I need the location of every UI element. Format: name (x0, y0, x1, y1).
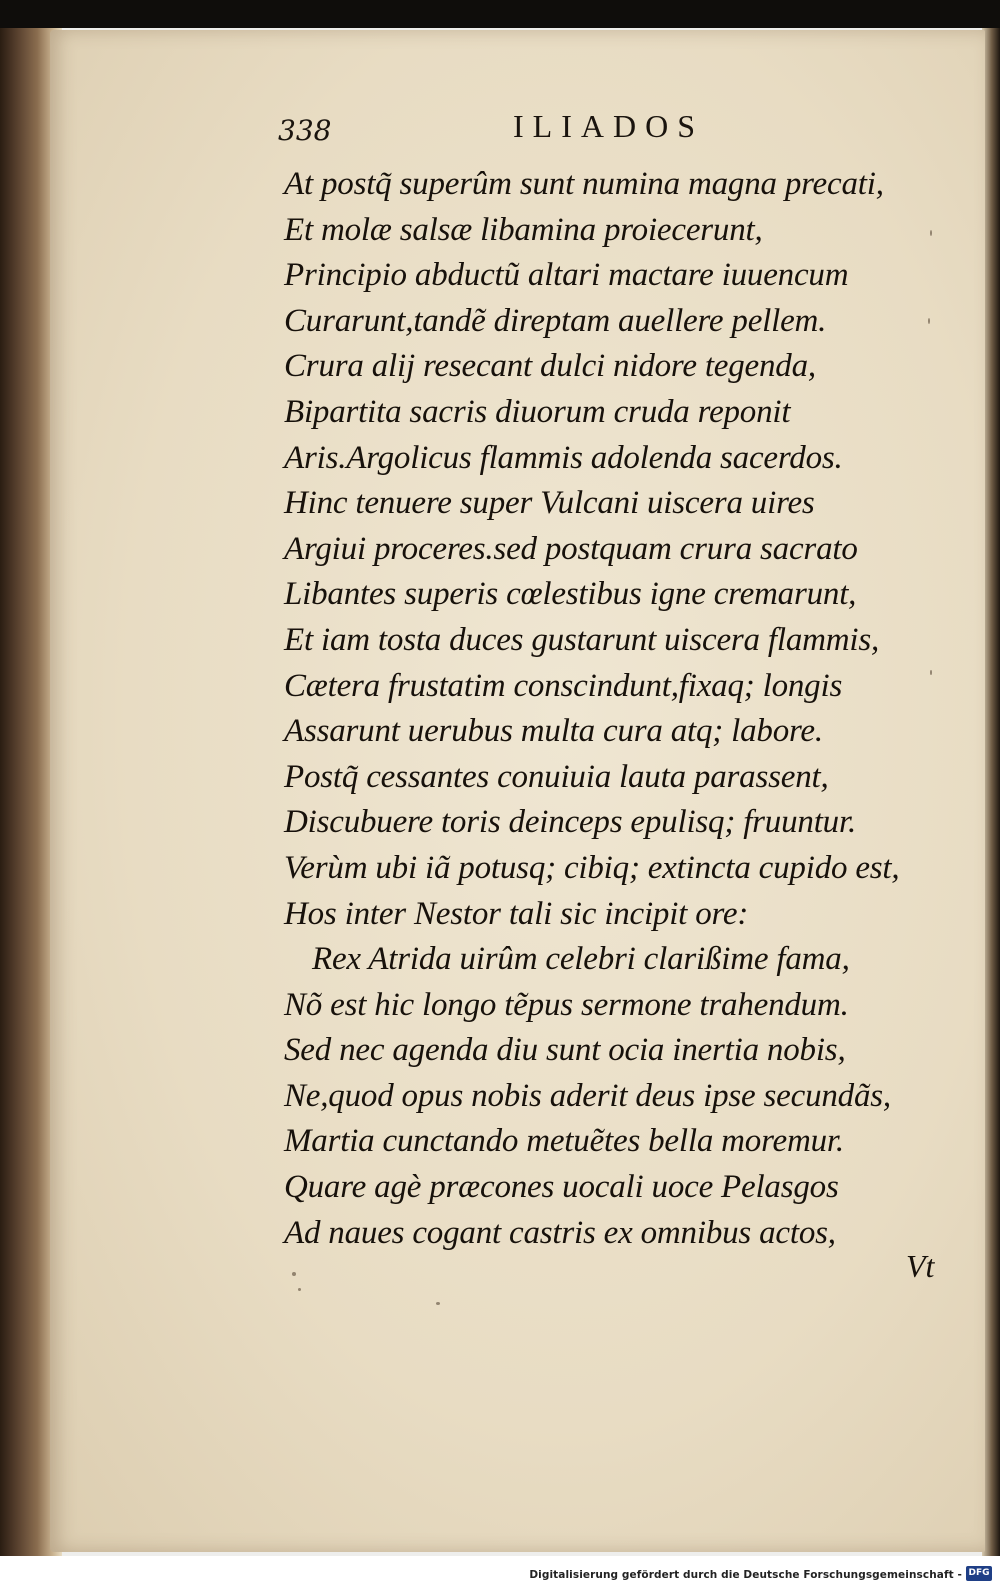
verse-line: Aris.Argolicus flammis adolenda sacerdos. (284, 439, 843, 476)
verse-line: Crura alij resecant dulci nidore tegenda, (284, 348, 816, 385)
ink-speck (930, 230, 932, 236)
ink-speck (292, 1272, 296, 1276)
verse-line: Ne,quod opus nobis aderit deus ipse secundãs, (284, 1077, 891, 1114)
verse-text-block (284, 162, 964, 1256)
scan-top-border (0, 0, 1000, 28)
page-number: 338 (278, 114, 332, 147)
verse-line: Assarunt uerubus multa cura atq; labore. (284, 713, 823, 750)
verse-line: Postq̃ cessantes conuiuia lauta parassent, (284, 758, 829, 795)
verse-line: Libantes superis cœlestibus igne cremarunt, (284, 576, 857, 613)
ink-speck (928, 318, 930, 324)
verse-line: Martia cunctando metuẽtes bella moremur. (284, 1123, 844, 1160)
verse-line: Hos inter Nestor tali sic incipit ore: (284, 895, 749, 932)
ink-speck (298, 1288, 301, 1291)
verse-line: Cætera frustatim conscindunt,fixaq; longis (284, 667, 843, 704)
running-head (278, 108, 798, 148)
verse-line: At postq̃ superûm sunt numina magna precati, (284, 166, 884, 202)
verse-line: Argiui proceres.sed postquam crura sacrato (284, 530, 858, 567)
ink-speck (436, 1302, 440, 1305)
verse-line: Et molæ salsæ libamina proiecerunt, (284, 211, 763, 248)
verse-line: Quare agè præcones uocali uoce Pelasgos (284, 1169, 839, 1206)
catchword: Vt (906, 1248, 935, 1284)
verse-line: Verùm ubi iã potusq; cibiq; extincta cupido est, (284, 849, 900, 886)
verse-line: Bipartita sacris diuorum cruda reponit (284, 393, 791, 430)
funding-credit: Digitalisierung gefördert durch die Deutsche Forschungsgemeinschaft - (529, 1569, 962, 1581)
ink-speck (930, 670, 932, 675)
verse-line: Rex Atrida uirûm celebri clarißime fama, (312, 941, 850, 978)
verse-line: Discubuere toris deinceps epulisq; fruuntur. (284, 804, 857, 841)
verse-line: Nõ est hic longo tẽpus sermone trahendum. (284, 986, 849, 1023)
verse-line: Principio abductũ altari mactare iuuencum (284, 257, 849, 294)
verse-line: Ad naues cogant castris ex omnibus actos, (284, 1214, 836, 1251)
running-title: ILIADOS (513, 108, 704, 144)
verse-line: Sed nec agenda diu sunt ocia inertia nobis, (284, 1032, 846, 1069)
verse-line: Hinc tenuere super Vulcani uiscera uires (284, 485, 815, 522)
verse-line: Curarunt,tandẽ direptam auellere pellem. (284, 302, 827, 339)
verse-line: Et iam tosta duces gustarunt uiscera flammis, (284, 621, 880, 658)
dfg-logo: DFG (966, 1566, 992, 1581)
